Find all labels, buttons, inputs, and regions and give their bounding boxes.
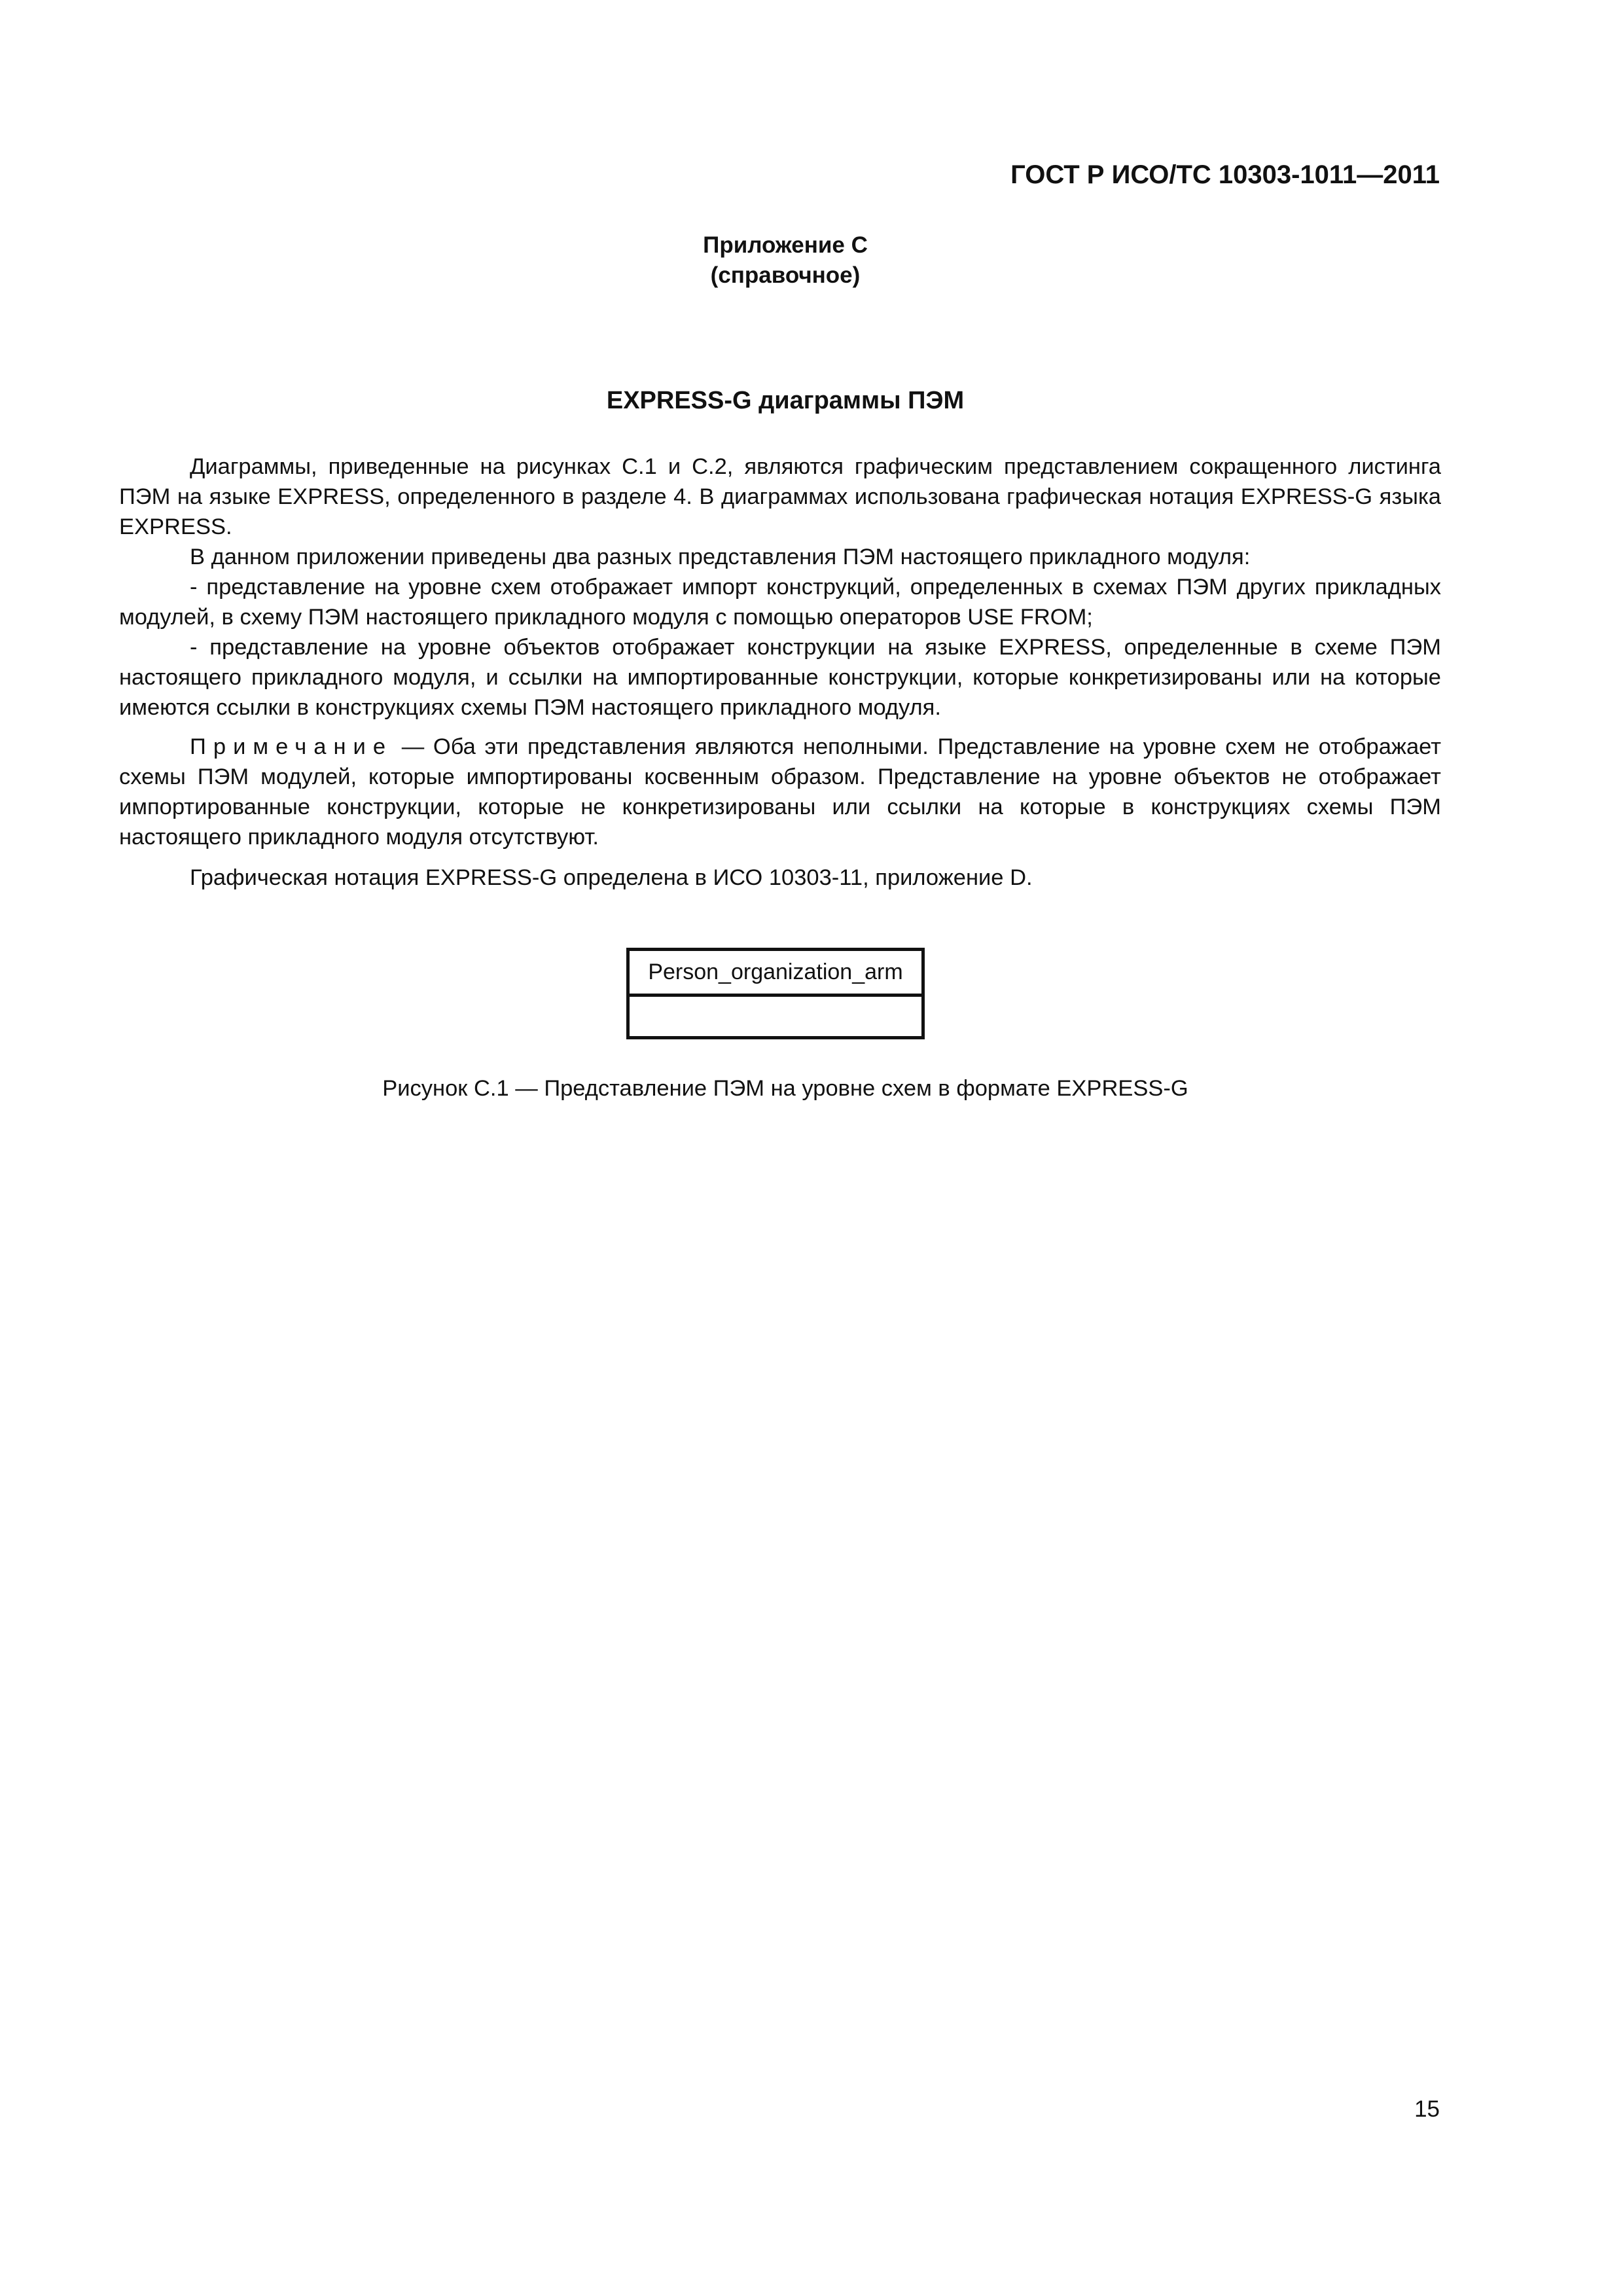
section-title: EXPRESS-G диаграммы ПЭМ — [606, 387, 965, 414]
annex-status: (справочное) — [710, 262, 861, 288]
page-number: 15 — [1414, 2096, 1440, 2122]
annex-title: Приложение С — [703, 232, 868, 258]
paragraph-two-representations: В данном приложении приведены два разных представления ПЭМ настоящего прикладного модуля: — [190, 545, 1251, 569]
paragraph-notation-reference: Графическая нотация EXPRESS-G определена в ИСО 10303-11, приложение D. — [190, 865, 1033, 890]
paragraph-diagrams-intro: Диаграммы, приведенные на рисунках С.1 и С.2, являются графическим представлением сокращенного листинга ПЭМ на языке EXPRESS, определенного в разделе 4. В диаграммах использована графическая нотация EXPRESS-G языка EXPRESS. — [119, 454, 1441, 539]
standard-designation: ГОСТ Р ИСО/ТС 10303-1011—2011 — [1010, 160, 1440, 189]
note-label: Примечание — [190, 734, 393, 759]
body-text — [119, 452, 1441, 893]
note-text: — Оба эти представления являются неполными. Представление на уровне схем не отображает схемы ПЭМ модулей, которые импортированы косвенным образом. Представление на уровне объектов не отображает импортированные конструкции, которые не конкретизированы или ссылки на которые в конструкциях схемы ПЭМ настоящего прикладного модуля отсутствуют. — [119, 734, 1441, 850]
list-item-entity-level: - представление на уровне объектов отображает конструкции на языке EXPRESS, определенные в схеме ПЭМ настоящего прикладного модуля, и ссылки на импортированные конструкции, которые конкретизированы или на которые имеются ссылки в конструкциях схемы ПЭМ настоящего прикладного модуля. — [119, 635, 1441, 720]
list-item-schema-level: - представление на уровне схем отображает импорт конструкций, определенных в схемах ПЭМ других прикладных модулей, в схему ПЭМ настоящего прикладного модуля с помощью операторов USE FROM; — [119, 575, 1441, 630]
schema-name: Person_organization_arm — [630, 951, 921, 997]
note-paragraph — [119, 732, 1441, 852]
figure-caption: Рисунок С.1 — Представление ПЭМ на уровне схем в формате EXPRESS-G — [382, 1076, 1188, 1101]
annex-heading — [589, 230, 982, 291]
express-g-schema-box — [626, 948, 925, 1039]
